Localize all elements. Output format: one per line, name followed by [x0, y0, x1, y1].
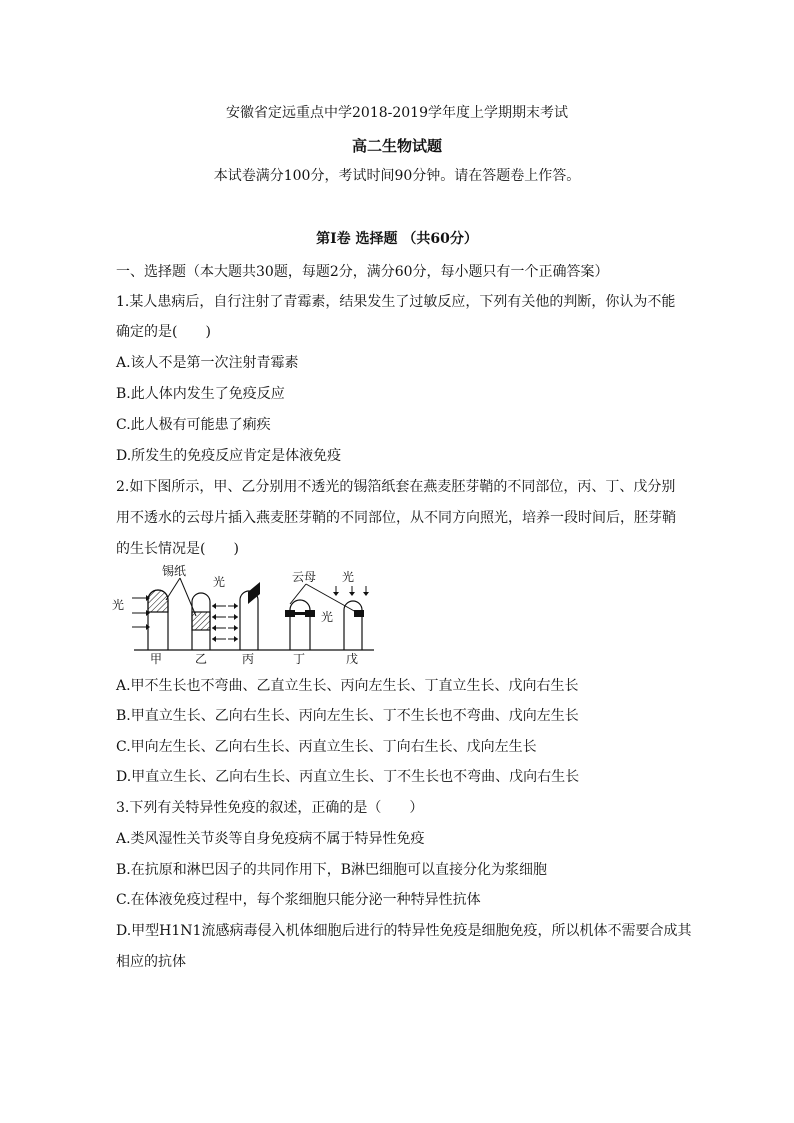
q1-option-b: B.此人体内发生了免疫反应 — [116, 386, 285, 402]
label-jia: 甲 — [150, 652, 163, 666]
coleoptile-figure — [110, 562, 380, 670]
q2-option-d: D.甲直立生长、乙向右生长、丙直立生长、丁不生长也不弯曲、戊向右生长 — [116, 769, 580, 785]
q3-option-c: C.在体液免疫过程中，每个浆细胞只能分泌一种特异性抗体 — [116, 892, 481, 908]
coleoptile-jia — [112, 590, 168, 666]
q2-stem-line3: 的生长情况是( ) — [116, 541, 239, 557]
q2-option-b: B.甲直立生长、乙向右生长、丙向左生长、丁不生长也不弯曲、戊向左生长 — [116, 708, 579, 724]
q2-stem-line1: 2.如下图所示，甲、乙分别用不透光的锡箔纸套在燕麦胚芽鞘的不同部位，丙、丁、戊分别 — [116, 479, 676, 495]
q1-option-c: C.此人极有可能患了痢疾 — [116, 417, 271, 433]
light-label-wu: 光 — [342, 570, 355, 584]
section-title: 第I卷 选择题 （共60分） — [316, 231, 478, 247]
coleoptile-yi — [192, 574, 226, 666]
light-label-jia: 光 — [112, 598, 125, 612]
mica-label: 云母 — [292, 570, 317, 584]
exam-note: 本试卷满分100分，考试时间90分钟。请在答题卷上作答。 — [213, 168, 581, 184]
q2-option-a: A.甲不生长也不弯曲、乙直立生长、丙向左生长、丁直立生长、戊向右生长 — [116, 678, 579, 694]
q3-option-d-line2: 相应的抗体 — [116, 954, 186, 970]
q1-stem-line1: 1.某人患病后，自行注射了青霉素，结果发生了过敏反应，下列有关他的判断，你认为不能 — [116, 294, 676, 310]
coleoptile-bing — [228, 582, 260, 666]
label-bing: 丙 — [242, 652, 255, 666]
foil-label: 锡纸 — [162, 564, 187, 578]
q3-stem: 3.下列有关特异性免疫的叙述，正确的是（ ） — [116, 800, 424, 816]
label-ding: 丁 — [293, 652, 306, 666]
light-label-ding: 光 — [321, 610, 334, 624]
q1-stem-line2: 确定的是( ) — [116, 324, 211, 340]
q3-option-a: A.类风湿性关节炎等自身免疫病不属于特异性免疫 — [116, 831, 425, 847]
school-title: 安徽省定远重点中学2018-2019学年度上学期期末考试 — [226, 105, 568, 121]
subject-title: 高二生物试题 — [351, 137, 442, 155]
q3-option-b: B.在抗原和淋巴因子的共同作用下，B淋巴细胞可以直接分化为浆细胞 — [116, 862, 548, 878]
q2-option-c: C.甲向左生长、乙向右生长、丙直立生长、丁向右生长、戊向左生长 — [116, 739, 537, 755]
light-label-yi: 光 — [213, 575, 226, 589]
coleoptile-wu — [333, 569, 369, 666]
label-wu: 戊 — [346, 652, 359, 666]
coleoptile-ding — [285, 600, 333, 666]
q3-option-d-line1: D.甲型H1N1流感病毒侵入机体细胞后进行的特异性免疫是细胞免疫，所以机体不需要合成其 — [116, 923, 692, 939]
q1-option-a: A.该人不是第一次注射青霉素 — [116, 355, 299, 371]
section-instruction: 一、选择题（本大题共30题，每题2分，满分60分，每小题只有一个正确答案） — [116, 264, 609, 280]
label-yi: 乙 — [195, 652, 208, 666]
q2-stem-line2: 用不透水的云母片插入燕麦胚芽鞘的不同部位，从不同方向照光，培养一段时间后，胚芽鞘 — [116, 510, 676, 526]
q1-option-d: D.所发生的免疫反应肯定是体液免疫 — [116, 448, 342, 464]
